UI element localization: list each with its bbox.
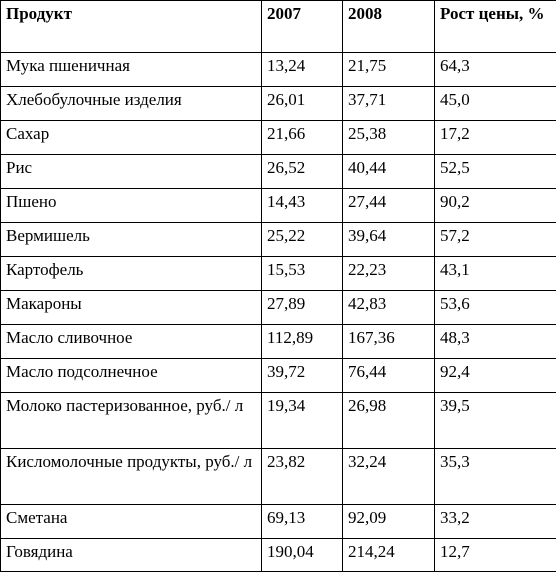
product-cell: Мука пшеничная: [1, 53, 262, 87]
table-row: [1, 155, 556, 189]
header-2007: 2007: [262, 1, 343, 53]
price-growth-cell: 64,3: [435, 53, 556, 87]
product-cell: Масло сливочное: [1, 325, 262, 359]
product-cell: Макароны: [1, 291, 262, 325]
price-2007-cell: 190,04: [262, 539, 343, 572]
price-growth-cell: 57,2: [435, 223, 556, 257]
price-2007-cell: 23,82: [262, 449, 343, 505]
product-cell: Масло подсолнечное: [1, 359, 262, 393]
table-body: [1, 53, 556, 572]
price-2007-cell: 27,89: [262, 291, 343, 325]
table-row: [1, 223, 556, 257]
price-2008-cell: 214,24: [343, 539, 435, 572]
table-row: [1, 449, 556, 505]
table-row: [1, 53, 556, 87]
header-price-growth: Рост цены, %: [435, 1, 556, 53]
price-2008-cell: 21,75: [343, 53, 435, 87]
price-2007-cell: 13,24: [262, 53, 343, 87]
product-cell: Говядина: [1, 539, 262, 572]
product-cell: Сметана: [1, 505, 262, 539]
table-row: [1, 87, 556, 121]
table-row: [1, 505, 556, 539]
price-2008-cell: 92,09: [343, 505, 435, 539]
price-2007-cell: 39,72: [262, 359, 343, 393]
table-row: [1, 393, 556, 449]
price-2008-cell: 76,44: [343, 359, 435, 393]
product-cell: Пшено: [1, 189, 262, 223]
table-header-row: [1, 1, 556, 53]
price-growth-cell: 39,5: [435, 393, 556, 449]
table-row: [1, 257, 556, 291]
header-2008: 2008: [343, 1, 435, 53]
table-row: [1, 121, 556, 155]
product-cell: Сахар: [1, 121, 262, 155]
price-2008-cell: 26,98: [343, 393, 435, 449]
table-row: [1, 189, 556, 223]
price-growth-cell: 33,2: [435, 505, 556, 539]
price-growth-cell: 53,6: [435, 291, 556, 325]
table-row: [1, 325, 556, 359]
table-row: [1, 359, 556, 393]
price-2007-cell: 25,22: [262, 223, 343, 257]
table-row: [1, 539, 556, 572]
price-2008-cell: 37,71: [343, 87, 435, 121]
price-2007-cell: 69,13: [262, 505, 343, 539]
product-cell: Вермишель: [1, 223, 262, 257]
price-2008-cell: 40,44: [343, 155, 435, 189]
price-2007-cell: 112,89: [262, 325, 343, 359]
price-2007-cell: 26,01: [262, 87, 343, 121]
price-2007-cell: 26,52: [262, 155, 343, 189]
price-2007-cell: 21,66: [262, 121, 343, 155]
product-cell: Картофель: [1, 257, 262, 291]
price-growth-cell: 52,5: [435, 155, 556, 189]
price-2008-cell: 25,38: [343, 121, 435, 155]
price-growth-cell: 12,7: [435, 539, 556, 572]
price-growth-cell: 43,1: [435, 257, 556, 291]
price-2007-cell: 14,43: [262, 189, 343, 223]
price-growth-cell: 92,4: [435, 359, 556, 393]
price-growth-cell: 35,3: [435, 449, 556, 505]
header-product: Продукт: [1, 1, 262, 53]
price-2008-cell: 39,64: [343, 223, 435, 257]
product-cell: Кисломолочные продукты, руб./ л: [1, 449, 262, 505]
price-2008-cell: 42,83: [343, 291, 435, 325]
price-2008-cell: 32,24: [343, 449, 435, 505]
price-growth-cell: 90,2: [435, 189, 556, 223]
price-2008-cell: 22,23: [343, 257, 435, 291]
price-2008-cell: 167,36: [343, 325, 435, 359]
price-2007-cell: 19,34: [262, 393, 343, 449]
table-row: [1, 291, 556, 325]
product-cell: Молоко пастеризованное, руб./ л: [1, 393, 262, 449]
price-growth-cell: 48,3: [435, 325, 556, 359]
price-growth-cell: 17,2: [435, 121, 556, 155]
price-2008-cell: 27,44: [343, 189, 435, 223]
product-cell: Рис: [1, 155, 262, 189]
product-cell: Хлебобулочные изделия: [1, 87, 262, 121]
price-2007-cell: 15,53: [262, 257, 343, 291]
price-growth-cell: 45,0: [435, 87, 556, 121]
